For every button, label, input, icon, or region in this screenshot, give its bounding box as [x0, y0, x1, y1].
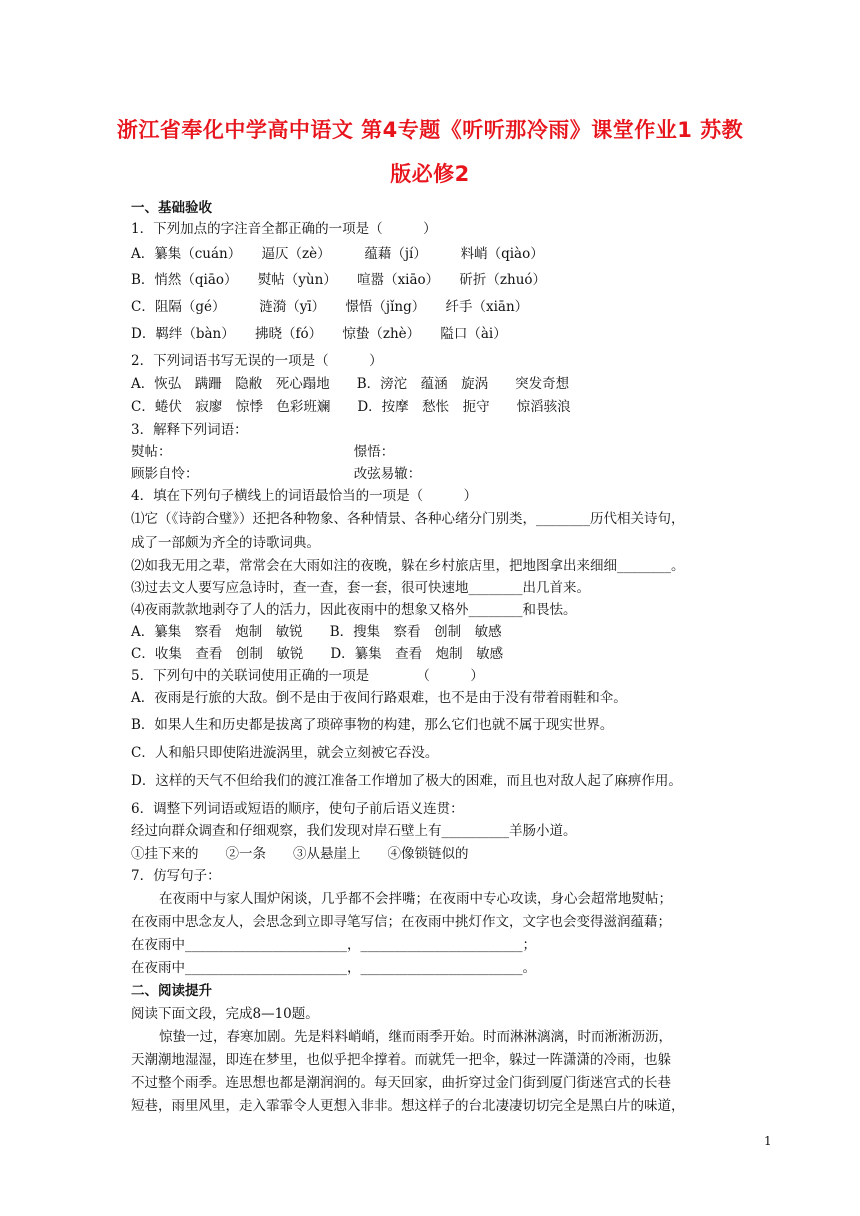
q4-sentence-3: ⑶过去文人要写应急诗时，查一查，套一套，很可快速地________出几首来。 — [131, 580, 590, 596]
q7-answer-line2: 在夜雨中________________________，________________________。 — [131, 960, 536, 976]
q4-sentence-4: ⑷夜雨款款地剥夺了人的活力，因此夜雨中的想象又格外________和畏怯。 — [131, 602, 577, 618]
q3-terms-row2: 顾影自怜： 改弦易辙： — [131, 466, 422, 482]
q4-options-ab: A．纂集 察看 炮制 敏锐 B．搜集 察看 创制 敏感 — [131, 624, 502, 640]
section-heading-basic: 一、基础验收 — [131, 200, 212, 216]
q5-option-b: B．如果人生和历史都是拔离了琐碎事物的构建，那么它们也就不属于现实世界。 — [131, 717, 614, 733]
q1-option-c: C．阻隔（gé） 涟漪（yī） 憬悟（jǐng） 纤手（xiān） — [131, 299, 529, 315]
q7-answer-line1: 在夜雨中________________________，________________________； — [131, 937, 536, 953]
question-6: 6．调整下列词语或短语的顺序，使句子前后语义连贯： — [131, 801, 464, 817]
question-1: 1．下列加点的字注音全都正确的一项是（ ） — [131, 221, 437, 237]
reading-passage-line4: 短巷，雨里风里，走入霏霏令人更想入非非。想这样子的台北凄凄切切完全是黑白片的味道， — [131, 1098, 685, 1114]
page-number: 1 — [764, 1134, 772, 1148]
q1-option-d: D．羁绊（bàn） 拂晓（fó） 惊蛰（zhè） 隘口（ài） — [131, 326, 507, 342]
q5-option-c: C．人和船只即使陷进漩涡里，就会立刻被它吞没。 — [131, 745, 439, 761]
question-5: 5．下列句中的关联词使用正确的一项是 （ ） — [131, 668, 484, 684]
q6-sentence: 经过向群众调查和仔细观察，我们发现对岸石壁上有__________羊肠小道。 — [131, 823, 577, 839]
section-heading-reading: 二、阅读提升 — [131, 983, 212, 999]
q1-option-a: A．纂集（cuán） 逼仄（zè） 蕴藉（jí） 料峭（qiào） — [131, 246, 544, 262]
q7-example-line2: 在夜雨中思念友人，会思念到立即寻笔写信；在夜雨中挑灯作文，文字也会变得滋润蕴藉； — [131, 914, 671, 930]
reading-passage-line1: 惊蛰一过，春寒加剧。先是料料峭峭，继而雨季开始。时而淋淋漓漓，时而淅淅沥沥， — [159, 1029, 672, 1045]
q5-option-d: D．这样的天气不但给我们的渡江准备工作增加了极大的困难，而且也对敌人起了麻痹作用。 — [131, 773, 682, 789]
question-2: 2．下列词语书写无误的一项是（ ） — [131, 353, 383, 369]
q4-options-cd: C．收集 查看 创制 敏锐 D．纂集 查看 炮制 敏感 — [131, 646, 504, 662]
q1-option-b: B．悄然（qiāo） 熨帖（yùn） 喧嚣（xiāo） 斫折（zhuó） — [131, 272, 547, 288]
reading-passage-line3: 不过整个雨季。连思想也都是潮润润的。每天回家，曲折穿过金门街到厦门街迷宫式的长巷 — [131, 1075, 671, 1091]
q2-options-cd: C．蜷伏 寂廖 惊悸 色彩班斓 D．按摩 愁怅 扼守 惊滔骇浪 — [131, 399, 571, 415]
q4-sentence-1: ⑴它（《诗韵合璧》）还把各种物象、各种情景、各种心绪分门别类，________历代相关诗句， — [131, 511, 685, 527]
q6-options: ①挂下来的 ②一条 ③从悬崖上 ④像锁链似的 — [131, 846, 469, 862]
reading-passage-line2: 天潮潮地湿湿，即连在梦里，也似乎把伞撑着。而就凭一把伞，躲过一阵潇潇的冷雨，也躲 — [131, 1052, 671, 1068]
question-3: 3．解释下列词语： — [131, 422, 248, 438]
reading-instruction: 阅读下面文段，完成8—10题。 — [131, 1006, 319, 1022]
q7-example-line1: 在夜雨中与家人围炉闲谈，几乎都不会拌嘴；在夜雨中专心攻读，身心会超常地熨帖； — [159, 891, 672, 907]
document-title-line1: 浙江省奉化中学高中语文 第4专题《听听那冷雨》课堂作业1 苏教 — [116, 118, 744, 142]
q5-option-a: A．夜雨是行旅的大敌。倒不是由于夜间行路艰难，也不是由于没有带着雨鞋和伞。 — [131, 690, 627, 706]
question-4: 4．填在下列句子横线上的词语最恰当的一项是（ ） — [131, 488, 478, 504]
document-title-line2: 版必修2 — [390, 162, 470, 186]
question-7: 7．仿写句子： — [131, 868, 221, 884]
q4-sentence-2: ⑵如我无用之辈，常常会在大雨如注的夜晚，躲在乡村旅店里，把地图拿出来细细________。 — [131, 558, 685, 574]
q3-terms-row1: 熨帖： 憬悟： — [131, 444, 395, 460]
q4-sentence-1-cont: 成了一部颇为齐全的诗歌词典。 — [131, 535, 320, 551]
q2-options-ab: A．恢弘 蹒跚 隐敝 死心蹋地 B．滂沱 蕴涵 旋涡 突发奇想 — [131, 376, 570, 392]
